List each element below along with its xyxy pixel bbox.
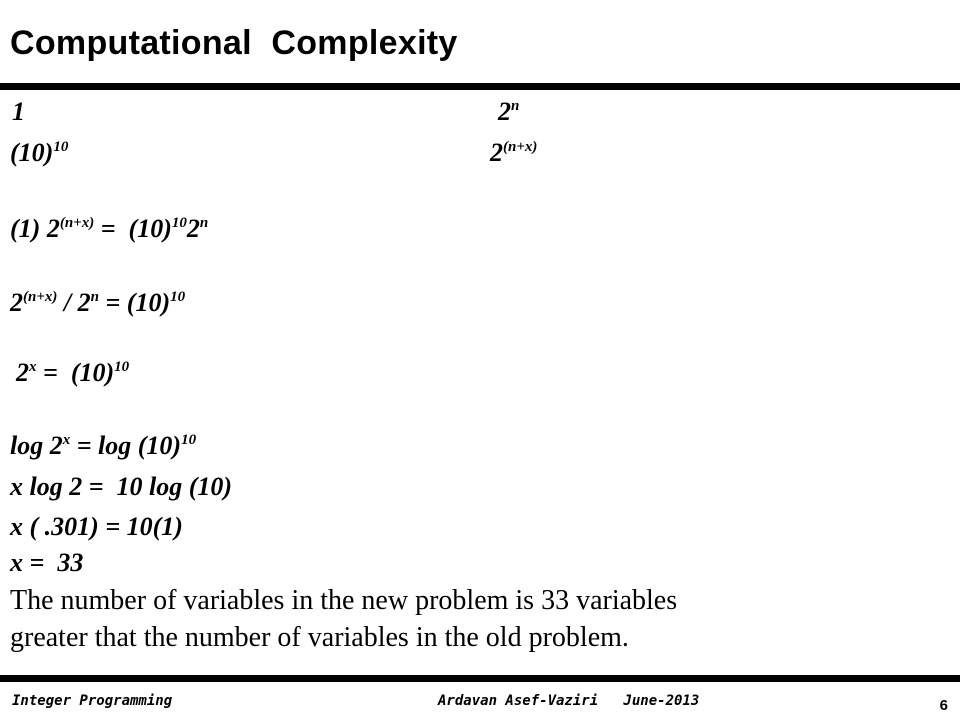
top-divider [0, 83, 960, 90]
footer-course: Integer Programming [12, 693, 173, 709]
equation-line-2a: $(10)^{10}$ [10, 138, 69, 167]
equation-line-6: $\log 2^x = \log (10)^{10}$ [10, 431, 197, 460]
conclusion-line-2: greater that the number of variables in the old problem. [10, 622, 629, 653]
equation-line-2b: $2^{(n+x)}$ [490, 138, 538, 167]
conclusion-line-1: The number of variables in the new problem is 33 variables [10, 585, 678, 616]
page-number: 6 [939, 697, 948, 714]
footer-author-date: Ardavan Asef-Vaziri June-2013 [438, 693, 700, 709]
equation-line-9: x = 33 [10, 548, 84, 577]
equation-line-3: (1) $2^{(n+x)} = (10)^{10}2^n$ [10, 214, 209, 243]
equation-line-8: x ( .301) = 10(1) [10, 512, 183, 541]
equation-line-1b: 2$^n$ [498, 97, 520, 126]
equation-line-5: $2^x = (10)^{10}$ [16, 358, 130, 387]
equation-line-7: x log 2 = 10 log (10) [10, 472, 233, 501]
equation-line-4: $2^{(n+x)} / 2^n = (10)^{10}$ [10, 288, 186, 317]
equation-line-1a: 1 [12, 97, 25, 126]
slide-title: Computational Complexity [10, 24, 458, 62]
bottom-divider [0, 675, 960, 682]
